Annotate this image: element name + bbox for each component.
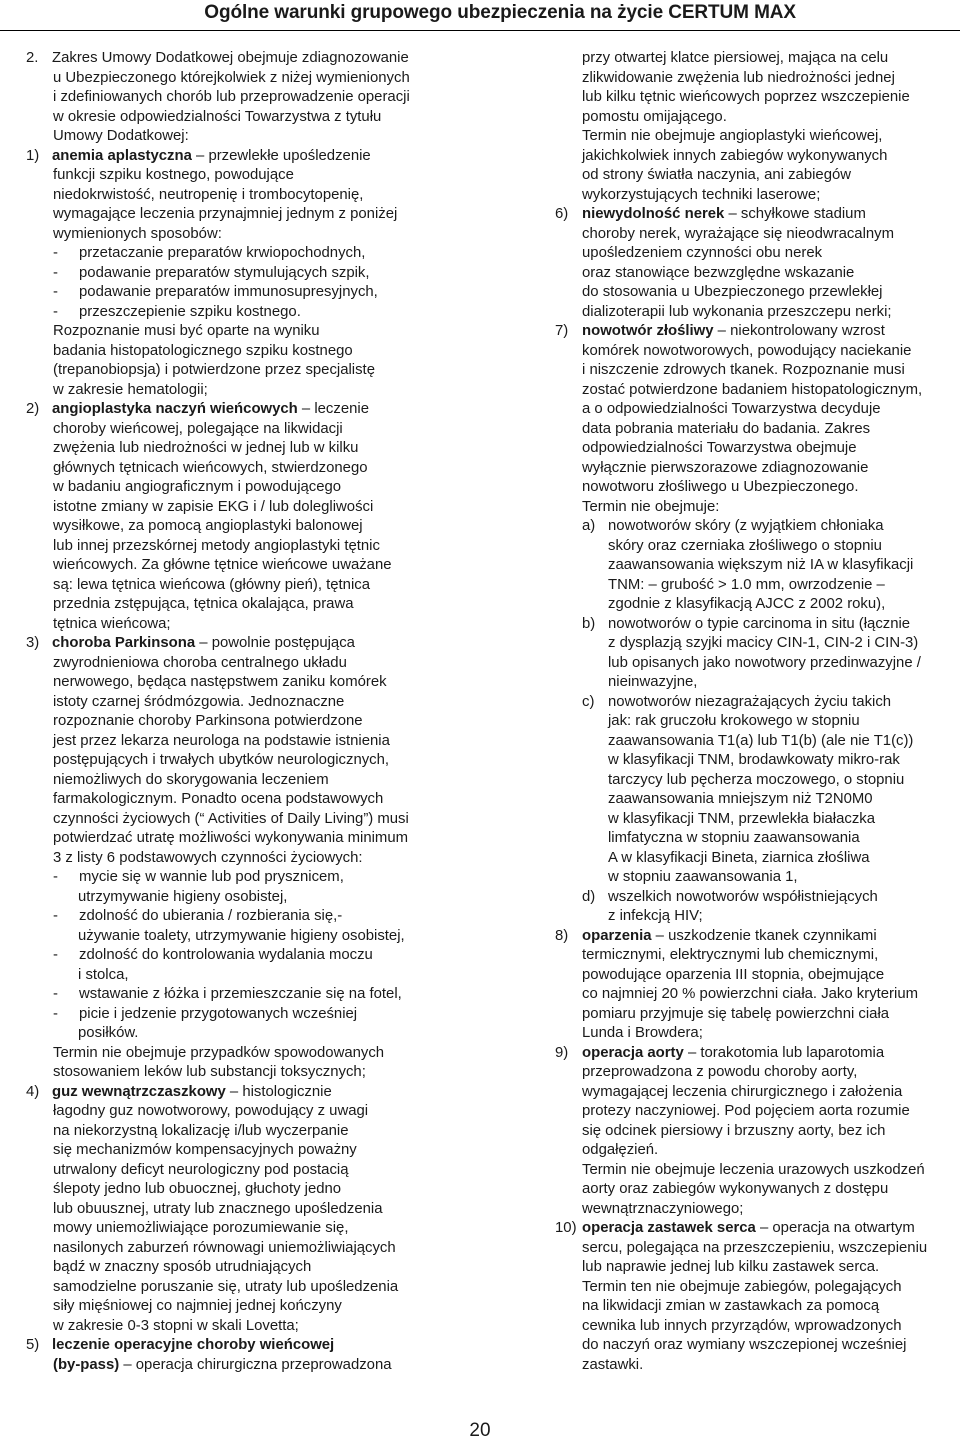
bullet-text: zdolność do ubierania / rozbierania się,-: [79, 908, 343, 924]
item-valves-line: cewnika lub innych przyrządów, wprowadzonych: [582, 1317, 902, 1334]
bullet-text: mycie się w wannie lub pod prysznicem,: [79, 869, 344, 885]
exclusion-text: w stopniu zaawansowania 1,: [608, 869, 798, 885]
intro-line: i zdefiniowanych chorób lub przeprowadzenie operacji: [53, 89, 410, 105]
item-brain-tumor-line: w zakresie 0-3 stopni w skali Lovetta;: [53, 1317, 299, 1334]
bullet-text: przeszczepienie szpiku kostnego.: [79, 303, 301, 320]
item-angioplasty-line: choroby wieńcowej, polegające na likwidacji: [53, 420, 343, 437]
bullet-dash: -: [53, 1005, 58, 1022]
header-title: Ogólne warunki grupowego ubezpieczenia na życie CERTUM MAX: [204, 2, 796, 23]
item-bypass-line: zlikwidowanie zwężenia lub niedrożności jednej: [582, 69, 895, 86]
exclusion-letter: b): [582, 615, 596, 632]
item-aorta-line: protezy naczyniowej. Pod pojęciem aorta rozumie: [582, 1103, 910, 1119]
item-parkinson-line: potwierdzać utratę możliwości wykonywania minimum: [53, 830, 409, 846]
left-column: [26, 49, 476, 1375]
item-brain-tumor-line: nasilonych zaburzeń równowagi uniemożliwiających: [53, 1239, 396, 1256]
item-angioplasty-text: – leczenie: [297, 401, 369, 417]
item-anemia-line: wymagające leczenia przynajmniej jednym z poniżej: [53, 206, 398, 222]
bullet-dash: -: [53, 303, 58, 320]
exclusion-text: skóry oraz czerniaka złośliwego o stopniu: [608, 537, 882, 554]
item-brain-tumor-line: ślepoty jedno lub obuocznej, głuchoty jedno: [53, 1181, 342, 1197]
bullet-dash: -: [53, 284, 58, 300]
item-valves-line: lub naprawie jednej lub kilku zastawek serca.: [582, 1259, 880, 1275]
bullet-dash: -: [53, 986, 58, 1002]
item-angioplasty-line: istotne zmiany w zapisie EKG i / lub dolegliwości: [53, 498, 374, 515]
intro-line: w okresie odpowiedzialności Towarzystwa z tytułu: [53, 108, 382, 125]
exclusion-letter: d): [582, 888, 596, 905]
item-parkinson-line: 3 z listy 6 podstawowych czynności życiowych:: [53, 849, 363, 866]
item-brain-tumor-line: utrwalony deficyt neurologiczny pod postacią: [53, 1161, 349, 1178]
bullet-item: [26, 946, 476, 966]
bullet-dash: -: [53, 947, 58, 963]
item-parkinson-line: czynności życiowych (“ Activities of Daily Living”) musi: [53, 810, 409, 827]
item-anemia-term: anemia aplastyczna: [52, 147, 192, 164]
exclusion-item: [555, 556, 960, 576]
item-valves-line: Termin ten nie obejmuje zabiegów, polegających: [582, 1278, 902, 1295]
bullet-item: [26, 907, 476, 927]
item-aorta-term: operacja aorty: [582, 1044, 684, 1061]
item-parkinson-line: postępujących i trwałych ubytków neurologicznych,: [53, 752, 390, 768]
exclusion-text: lub opisanych jako nowotwory przedinwazyjne /: [608, 654, 921, 671]
bullet-text: picie i jedzenie przygotowanych wcześniej: [79, 1005, 358, 1022]
section-number: 2.: [26, 50, 39, 66]
exclusion-text: limfatyczna w stopniu zaawansowania: [608, 830, 860, 846]
intro-line: Umowy Dodatkowej:: [53, 128, 189, 144]
exclusion-item: [555, 868, 960, 888]
exclusion-text: nieinwazyjne,: [608, 674, 698, 690]
bullet-dash: -: [53, 908, 58, 924]
item-kidney-line: choroby nerek, wyrażające się nieodwracalnym: [582, 225, 895, 242]
item-angioplasty-line: tętnica wieńcowa;: [53, 615, 171, 632]
item-parkinson-line: Termin nie obejmuje przypadków spowodowanych: [53, 1044, 385, 1061]
exclusion-item: [555, 829, 960, 849]
item-anemia-line: (trepanobiopsja) i potwierdzone przez specjalistę: [53, 362, 375, 378]
item-brain-tumor-line: bądź w znaczny sposób utrudniających: [53, 1259, 312, 1275]
item-bypass-term2: (by-pass): [53, 1356, 120, 1373]
item-bypass-line: przy otwartej klatce piersiowej, mająca na celu: [582, 50, 889, 66]
item-parkinson-line: jest przez lekarza neurologa na podstawie istnienia: [53, 732, 390, 749]
item-valves-line: sercu, polegająca na przeszczepieniu, wszczepieniu: [582, 1239, 928, 1256]
item-parkinson-line: niemożliwych do skorygowania leczeniem: [53, 771, 329, 788]
exclusion-text: wszelkich nowotworów współistniejących: [608, 888, 878, 905]
intro-line: [26, 49, 476, 69]
item-angioplasty-line: wysiłkowe, za pomocą angioplastyki balonowej: [53, 518, 363, 534]
exclusion-item: [555, 712, 960, 732]
item-bypass-text: – operacja chirurgiczna przeprowadzona: [119, 1356, 392, 1373]
item-burns-text: – uszkodzenie tkanek czynnikami: [651, 927, 877, 944]
item-brain-tumor-number: 4): [26, 1083, 40, 1100]
item-valves-number: 10): [555, 1220, 577, 1236]
bullet-text: wstawanie z łóżka i przemieszczanie się na fotel,: [79, 986, 402, 1002]
item-parkinson-line: stosowaniem leków lub substancji toksycznych;: [53, 1064, 366, 1080]
item-burns-line: powodujące oparzenia III stopnia, obejmujące: [582, 966, 885, 983]
bullet-text: przetaczanie preparatów krwiopochodnych,: [79, 245, 366, 261]
item-bypass-line: jakichkolwiek innych zabiegów wykonywanych: [582, 147, 888, 164]
item-aorta-line: wymagającej leczenia chirurgicznego i założenia: [582, 1083, 903, 1100]
item-angioplasty-line: lub innej przezskórnej metody angioplastyki tętnic: [53, 537, 380, 554]
exclusion-item: [555, 517, 960, 537]
item-bypass-number: 5): [26, 1337, 40, 1353]
item-brain-tumor-line: siły mięśniowej co najmniej jednej kończyny: [53, 1298, 342, 1314]
exclusion-text: nowotworów o typie carcinoma in situ (łącznie: [608, 615, 911, 632]
item-valves-line: zastawki.: [582, 1356, 644, 1373]
item-burns-number: 8): [555, 927, 569, 944]
item-brain-tumor-term: guz wewnątrzczaszkowy: [52, 1083, 226, 1100]
item-bypass-line: [26, 1356, 476, 1376]
page-header: [0, 0, 960, 31]
item-anemia-line: niedokrwistość, neutropenię i trombocytopenię,: [53, 186, 364, 203]
bullet-item: [26, 985, 476, 1005]
item-burns-line: Lunda i Browdera;: [582, 1025, 703, 1041]
item-cancer-term: nowotwór złośliwy: [582, 323, 714, 339]
item-aorta-line: aorty oraz zabiegów wykonywanych z dostępu: [582, 1181, 889, 1197]
item-valves-line: do naczyń oraz wymiany wszczepionej wcześniej: [582, 1337, 907, 1353]
bullet-item: [26, 264, 476, 284]
item-angioplasty-line: głównych tętnicach wieńcowych, stwierdzonego: [53, 459, 368, 476]
item-aorta-line: się odcinek piersiowy i brzuszny aorty, bez ich: [582, 1122, 886, 1139]
item-aorta-heading: [555, 1044, 960, 1064]
bullet-dash: -: [53, 245, 58, 261]
item-aorta-number: 9): [555, 1044, 569, 1061]
item-cancer-line: data pobrania materiału do badania. Zakres: [582, 420, 871, 437]
exclusion-letter: a): [582, 518, 596, 534]
item-parkinson-number: 3): [26, 635, 40, 651]
item-burns-heading: [555, 927, 960, 947]
item-bypass-line: od strony światła naczynia, ani zabiegów: [582, 167, 852, 183]
item-valves-text: – operacja na otwartym: [755, 1220, 915, 1236]
item-brain-tumor-line: łagodny guz nowotworowy, powodujący z uwagi: [53, 1103, 369, 1119]
item-anemia-line: w zakresie hematologii;: [53, 381, 208, 398]
exclusion-item: [555, 810, 960, 830]
item-kidney-text: – schyłkowe stadium: [724, 206, 866, 222]
item-cancer-line: komórek nowotworowych, powodujący naciekanie: [582, 342, 912, 359]
item-valves-term: operacja zastawek serca: [582, 1220, 756, 1236]
item-kidney-line: upośledzeniem czynności obu nerek: [582, 245, 823, 261]
bullet-item: [26, 1005, 476, 1025]
item-bypass-heading: [26, 1336, 476, 1356]
item-burns-line: termicznymi, elektrycznymi lub chemicznymi,: [582, 947, 879, 963]
exclusion-item: [555, 790, 960, 810]
exclusion-item: [555, 771, 960, 791]
exclusion-text: tarczycy lub pęcherza moczowego, o stopniu: [608, 771, 905, 788]
item-kidney-line: oraz stanowiące bezwzględne wskazanie: [582, 264, 855, 281]
item-kidney-line: dializoterapii lub wykonania przeszczepu nerki;: [582, 303, 892, 320]
item-valves-line: na likwidacji zmian w zastawkach za pomocą: [582, 1298, 880, 1314]
exclusion-item: [555, 751, 960, 771]
item-cancer-line: zostać potwierdzone badaniem histopatologicznym,: [582, 381, 923, 398]
item-cancer-line: i niszczenie zdrowych tkanek. Rozpoznanie musi: [582, 362, 905, 378]
item-aorta-text: – torakotomia lub laparotomia: [683, 1044, 885, 1061]
item-parkinson-heading: [26, 634, 476, 654]
right-column: [555, 49, 960, 1375]
exclusion-text: w klasyfikacji TNM, brodawkowaty mikro-rak: [608, 752, 900, 768]
item-kidney-term: niewydolność nerek: [582, 206, 725, 222]
item-brain-tumor-line: się mechanizmów kompensacyjnych poważny: [53, 1142, 357, 1158]
exclusion-text: z infekcją HIV;: [608, 908, 703, 924]
bullet-item: [26, 927, 476, 947]
item-parkinson-line: rozpoznanie choroby Parkinsona potwierdzone: [53, 713, 363, 729]
item-anemia-heading: [26, 147, 476, 167]
exclusion-text: nowotworów skóry (z wyjątkiem chłoniaka: [608, 518, 884, 534]
exclusion-text: zaawansowania mniejszym niż T2N0M0: [608, 791, 873, 807]
item-valves-heading: [555, 1219, 960, 1239]
bullet-text: podawanie preparatów immunosupresyjnych,: [79, 284, 378, 300]
item-parkinson-term: choroba Parkinsona: [52, 635, 196, 651]
item-burns-term: oparzenia: [582, 927, 652, 944]
exclusion-item: [555, 673, 960, 693]
page-number: 20: [469, 1420, 491, 1441]
bullet-item: [26, 888, 476, 908]
item-brain-tumor-line: mowy uniemożliwiające porozumiewanie się,: [53, 1220, 349, 1236]
bullet-text: zdolność do kontrolowania wydalania moczu: [79, 947, 373, 963]
item-anemia-line: Rozpoznanie musi być oparte na wyniku: [53, 323, 320, 339]
item-cancer-line: wyłącznie pierwszorazowe zdiagnozowanie: [582, 459, 869, 476]
item-aorta-line: przeprowadzona z powodu choroby aorty,: [582, 1064, 858, 1080]
exclusion-item: [555, 537, 960, 557]
item-brain-tumor-line: lub obuusznej, utraty lub znacznego upośledzenia: [53, 1200, 383, 1217]
exclusion-text: z dysplazją szyjki macicy CIN-1, CIN-2 i CIN-3): [608, 635, 919, 651]
exclusion-item: [555, 849, 960, 869]
item-kidney-line: do stosowania u Ubezpieczonego przewlekłej: [582, 284, 883, 300]
item-cancer-heading: [555, 322, 960, 342]
exclusion-text: TNM: – grubość > 1.0 mm, owrzodzenie –: [608, 576, 885, 593]
exclusion-item: [555, 907, 960, 927]
bullet-item: [26, 244, 476, 264]
bullet-item: [26, 868, 476, 888]
item-aorta-line: wewnątrznaczyniowego;: [582, 1200, 744, 1217]
exclusion-item: [555, 576, 960, 596]
bullet-item: [26, 283, 476, 303]
item-brain-tumor-line: samodzielne poruszanie się, utraty lub upośledzenia: [53, 1278, 399, 1295]
bullet-text: utrzymywanie higieny osobistej,: [78, 888, 288, 905]
item-kidney-number: 6): [555, 206, 569, 222]
bullet-dash: -: [53, 869, 58, 885]
item-aorta-line: Termin nie obejmuje leczenia urazowych uszkodzeń: [582, 1161, 925, 1178]
item-parkinson-line: zwyrodnieniowa choroba centralnego układu: [53, 654, 347, 671]
item-aorta-line: odgałęzień.: [582, 1142, 659, 1158]
exclusion-text: nowotworów niezagrażających życiu takich: [608, 693, 892, 710]
item-angioplasty-line: przednia zstępująca, tętnica okalająca, prawa: [53, 596, 354, 612]
item-angioplasty-line: są: lewa tętnica wieńcowa (główny pień), tętnica: [53, 576, 371, 593]
item-cancer-line: Termin nie obejmuje:: [582, 498, 720, 515]
item-anemia-text: – przewlekłe upośledzenie: [191, 147, 371, 164]
item-bypass-line: Termin nie obejmuje angioplastyki wieńcowej,: [582, 128, 883, 144]
item-brain-tumor-heading: [26, 1083, 476, 1103]
item-bypass-line: lub kilku tętnic wieńcowych poprzez wszczepienie: [582, 89, 910, 105]
bullet-text: i stolca,: [78, 966, 129, 983]
exclusion-text: zaawansowania większym niż IA w klasyfikacji: [608, 557, 914, 573]
item-angioplasty-term: angioplastyka naczyń wieńcowych: [52, 401, 298, 417]
item-angioplasty-heading: [26, 400, 476, 420]
item-bypass-line: pomostu omijającego.: [582, 108, 727, 125]
exclusion-item: [555, 888, 960, 908]
bullet-dash: -: [53, 264, 58, 281]
item-bypass-term: leczenie operacyjne choroby wieńcowej: [52, 1337, 335, 1353]
exclusion-text: jak: rak gruczołu krokowego w stopniu: [608, 713, 860, 729]
item-anemia-line: funkcji szpiku kostnego, powodujące: [53, 167, 294, 183]
item-parkinson-text: – powolnie postępująca: [195, 635, 355, 651]
item-cancer-line: odpowiedzialności Towarzystwa obejmuje: [582, 440, 857, 456]
item-anemia-number: 1): [26, 147, 40, 164]
exclusion-item: [555, 634, 960, 654]
exclusion-item: [555, 693, 960, 713]
exclusion-text: w klasyfikacji TNM, przewlekła białaczka: [608, 810, 876, 827]
exclusion-item: [555, 615, 960, 635]
item-anemia-line: wymienionych sposobów:: [53, 225, 222, 242]
exclusion-text: zgodnie z klasyfikacją AJCC z 2002 roku),: [608, 596, 886, 612]
item-angioplasty-number: 2): [26, 401, 40, 417]
exclusion-item: [555, 654, 960, 674]
exclusion-text: A w klasyfikacji Bineta, ziarnica złośliwa: [608, 849, 870, 866]
item-angioplasty-line: wieńcowych. Za główne tętnice wieńcowe uważane: [53, 557, 392, 573]
item-parkinson-line: istoty czarnej śródmózgowia. Jednoznaczne: [53, 693, 345, 710]
item-burns-line: pomiaru przyjmuje się tabelę powierzchni ciała: [582, 1005, 890, 1022]
item-cancer-line: a o odpowiedzialności Towarzystwa decyduje: [582, 401, 881, 417]
item-cancer-text: – niekontrolowany wzrost: [713, 323, 885, 339]
item-angioplasty-line: w badaniu angiograficznym i powodującego: [53, 479, 342, 495]
exclusion-item: [555, 595, 960, 615]
exclusion-letter: c): [582, 693, 595, 710]
exclusion-item: [555, 732, 960, 752]
bullet-text: podawanie preparatów stymulujących szpik,: [79, 264, 370, 281]
item-parkinson-line: farmakologicznym. Ponadto ocena podstawowych: [53, 791, 384, 807]
item-anemia-line: badania histopatologicznego szpiku kostnego: [53, 342, 353, 359]
item-angioplasty-line: zwężenia lub niedrożności w jednej lub w kilku: [53, 440, 359, 456]
intro-line: u Ubezpieczonego którejkolwiek z niżej wymienionych: [53, 69, 410, 86]
item-burns-line: co najmniej 20 % powierzchni ciała. Jako kryterium: [582, 986, 919, 1002]
item-cancer-number: 7): [555, 323, 569, 339]
bullet-item: [26, 303, 476, 323]
intro-text: Zakres Umowy Dodatkowej obejmuje zdiagnozowanie: [52, 50, 409, 66]
item-brain-tumor-line: na niekorzystną lokalizację i/lub wyczerpanie: [53, 1122, 349, 1139]
bullet-item: [26, 1024, 476, 1044]
exclusion-text: zaawansowania T1(a) lub T1(b) (ale nie T1(c)): [608, 732, 914, 749]
item-parkinson-line: nerwowego, będąca następstwem zaniku komórek: [53, 674, 387, 690]
item-kidney-heading: [555, 205, 960, 225]
bullet-item: [26, 966, 476, 986]
bullet-text: posiłków.: [78, 1025, 139, 1041]
item-bypass-line: wykorzystujących techniki laserowe;: [582, 186, 821, 203]
item-cancer-line: nowotworu złośliwego u Ubezpieczonego.: [582, 479, 859, 495]
bullet-text: używanie toalety, utrzymywanie higieny osobistej,: [78, 927, 405, 944]
item-brain-tumor-text: – histologicznie: [225, 1083, 332, 1100]
